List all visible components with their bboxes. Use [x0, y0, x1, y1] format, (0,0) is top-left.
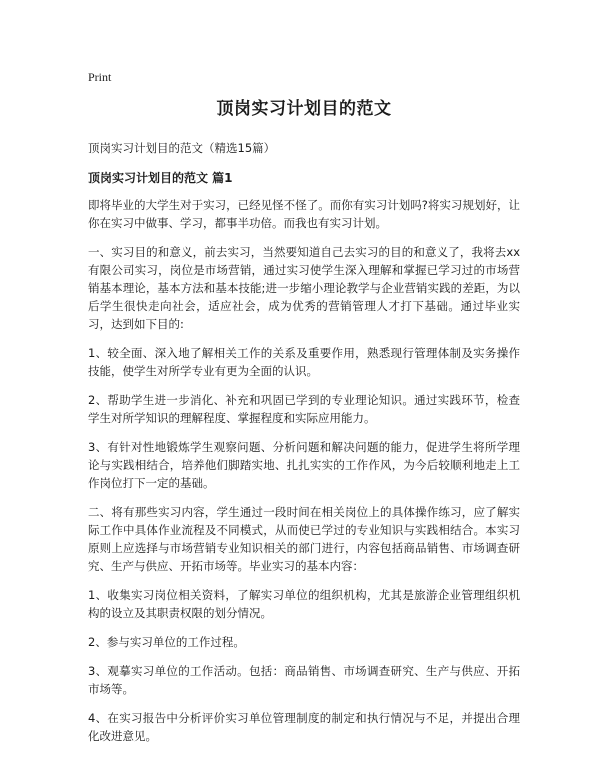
paragraph-content: 二、将有那些实习内容，学生通过一段时间在相关岗位上的具体操作练习，应了解实际工作中具体作业流程及不同模式，从而使已学过的专业知识与实践相结合。本实习原则上应选择与市场营销专业知识相关的部门进行，内容包括商品销售、市场调查研究、生产与供应、开拓市场等。毕业实习的基本内容： [88, 505, 520, 573]
document-page [88, 66, 520, 756]
paragraph-goal-1: 1、较全面、深入地了解相关工作的关系及重要作用，熟悉现行管理体制及实务操作技能，使学生对所学专业有更为全面的认识。 [88, 346, 520, 378]
paragraph-content-4: 4、在实习报告中分析评价实习单位管理制度的制定和执行情况与不足，并提出合理化改进意见。 [88, 711, 520, 743]
section-heading: 顶岗实习计划目的范文 篇1 [88, 171, 233, 185]
paragraph-goal-2: 2、帮助学生进一步消化、补充和巩固已学到的专业理论知识。通过实践环节，检查学生对所学知识的理解程度、掌握程度和实际应用能力。 [88, 393, 520, 425]
document-title: 顶岗实习计划目的范文 [216, 99, 392, 119]
paragraph-content-3: 3、观摹实习单位的工作活动。包括：商品销售、市场调查研究、生产与供应、开拓市场等。 [88, 664, 520, 696]
paragraph-purpose: 一、实习目的和意义，前去实习，当然要知道自己去实习的目的和意义了，我将去xx有限公司实习，岗位是市场营销，通过实习使学生深入理解和掌握已学习过的市场营销基本理论，基本方法和基本技能;进一步缩小理论教学与企业营销实践的差距，为以后学生很快走向社会，适应社会，成为优秀的营销管理人才打下基础。通过毕业实习，达到如下目的: [88, 245, 520, 331]
paragraph-content-2: 2、参与实习单位的工作过程。 [88, 635, 245, 649]
print-link[interactable]: Print [88, 70, 112, 84]
paragraph-intro: 即将毕业的大学生对于实习，已经见怪不怪了。而你有实习计划吗?将实习规划好，让你在实习中做事、学习，都事半功倍。而我也有实习计划。 [88, 198, 520, 230]
paragraph-content-1: 1、收集实习岗位相关资料，了解实习单位的组织机构，尤其是旅游企业管理组织机构的设立及其职责权限的划分情况。 [88, 588, 520, 620]
paragraph-goal-3: 3、有针对性地锻炼学生观察问题、分析问题和解决问题的能力，促进学生将所学理论与实践相结合，培养他们脚踏实地、扎扎实实的工作作风，为今后较顺利地走上工作岗位打下一定的基础。 [88, 440, 520, 490]
document-subtitle: 顶岗实习计划目的范文（精选15篇） [88, 141, 276, 155]
